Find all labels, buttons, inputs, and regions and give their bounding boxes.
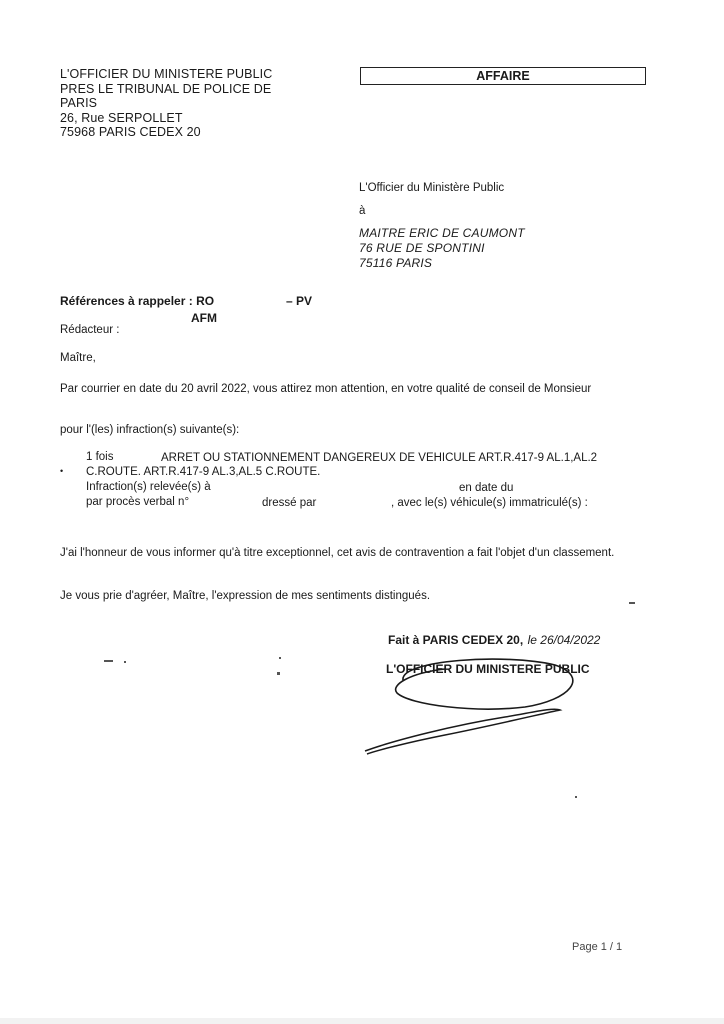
redacteur-label: Rédacteur :	[60, 324, 120, 336]
scan-speck	[104, 660, 113, 662]
paragraph-2: J'ai l'honneur de vous informer qu'à titre exceptionnel, cet avis de contravention a fait l'objet d'un classement.	[60, 547, 615, 559]
scan-edge	[0, 1018, 724, 1024]
page-number: Page 1 / 1	[572, 941, 623, 953]
fait-a-line	[388, 631, 600, 649]
scan-speck	[279, 657, 281, 659]
scan-speck	[124, 661, 126, 663]
fait-a-date: le 26/04/2022	[527, 633, 601, 647]
sender-line-2: PRES LE TRIBUNAL DE POLICE DE	[60, 81, 272, 96]
bullet: •	[60, 466, 64, 476]
paragraph-1: Par courrier en date du 20 avril 2022, vous attirez mon attention, en votre qualité de conseil de Monsieur	[60, 383, 592, 395]
signatory-title: L'OFFICIER DU MINISTERE PUBLIC	[386, 662, 590, 676]
infraction-relevee: Infraction(s) relevée(s) à	[86, 481, 211, 493]
salutation: Maître,	[60, 352, 96, 364]
scan-speck	[629, 602, 635, 604]
sender-line-1: L'OFFICIER DU MINISTERE PUBLIC	[60, 67, 273, 81]
vehicule-immatricule: , avec le(s) véhicule(s) immatriculé(s) :	[391, 497, 588, 509]
proces-verbal-number: par procès verbal n°	[86, 496, 190, 508]
recipient-street: 76 RUE DE SPONTINI	[359, 241, 485, 255]
dresse-par: dressé par	[262, 497, 317, 509]
references-label: Références à rappeler : RO	[60, 294, 215, 308]
sender-line-5: 75968 PARIS CEDEX 20	[60, 125, 201, 140]
infractions-intro: pour l'(les) infraction(s) suivante(s):	[60, 424, 240, 436]
recipient-name: MAITRE ERIC DE CAUMONT	[359, 226, 525, 240]
paragraph-3: Je vous prie d'agréer, Maître, l'expression de mes sentiments distingués.	[60, 590, 431, 602]
to-word: à	[359, 205, 366, 217]
scan-speck	[575, 796, 577, 798]
sender-line-4: 26, Rue SERPOLLET	[60, 110, 183, 125]
infraction-count: 1 fois	[86, 451, 114, 463]
sender-address	[60, 67, 272, 140]
scan-speck	[277, 672, 280, 675]
sender-line-3: PARIS	[60, 96, 98, 111]
recipient-address	[359, 226, 525, 271]
recipient-city: 75116 PARIS	[359, 256, 433, 270]
references-afm: AFM	[191, 311, 217, 325]
affaire-box: AFFAIRE	[360, 67, 646, 85]
infraction-line-1: ARRET OU STATIONNEMENT DANGEREUX DE VEHICULE ART.R.417-9 AL.1,AL.2	[161, 452, 598, 464]
infraction-en-date: en date du	[459, 482, 514, 494]
from-officer: L'Officier du Ministère Public	[359, 182, 505, 194]
references-pv: – PV	[286, 294, 313, 308]
handwritten-signature	[355, 655, 585, 765]
infraction-line-2: C.ROUTE. ART.R.417-9 AL.3,AL.5 C.ROUTE.	[86, 466, 321, 478]
fait-a-place: Fait à PARIS CEDEX 20,	[388, 633, 524, 647]
